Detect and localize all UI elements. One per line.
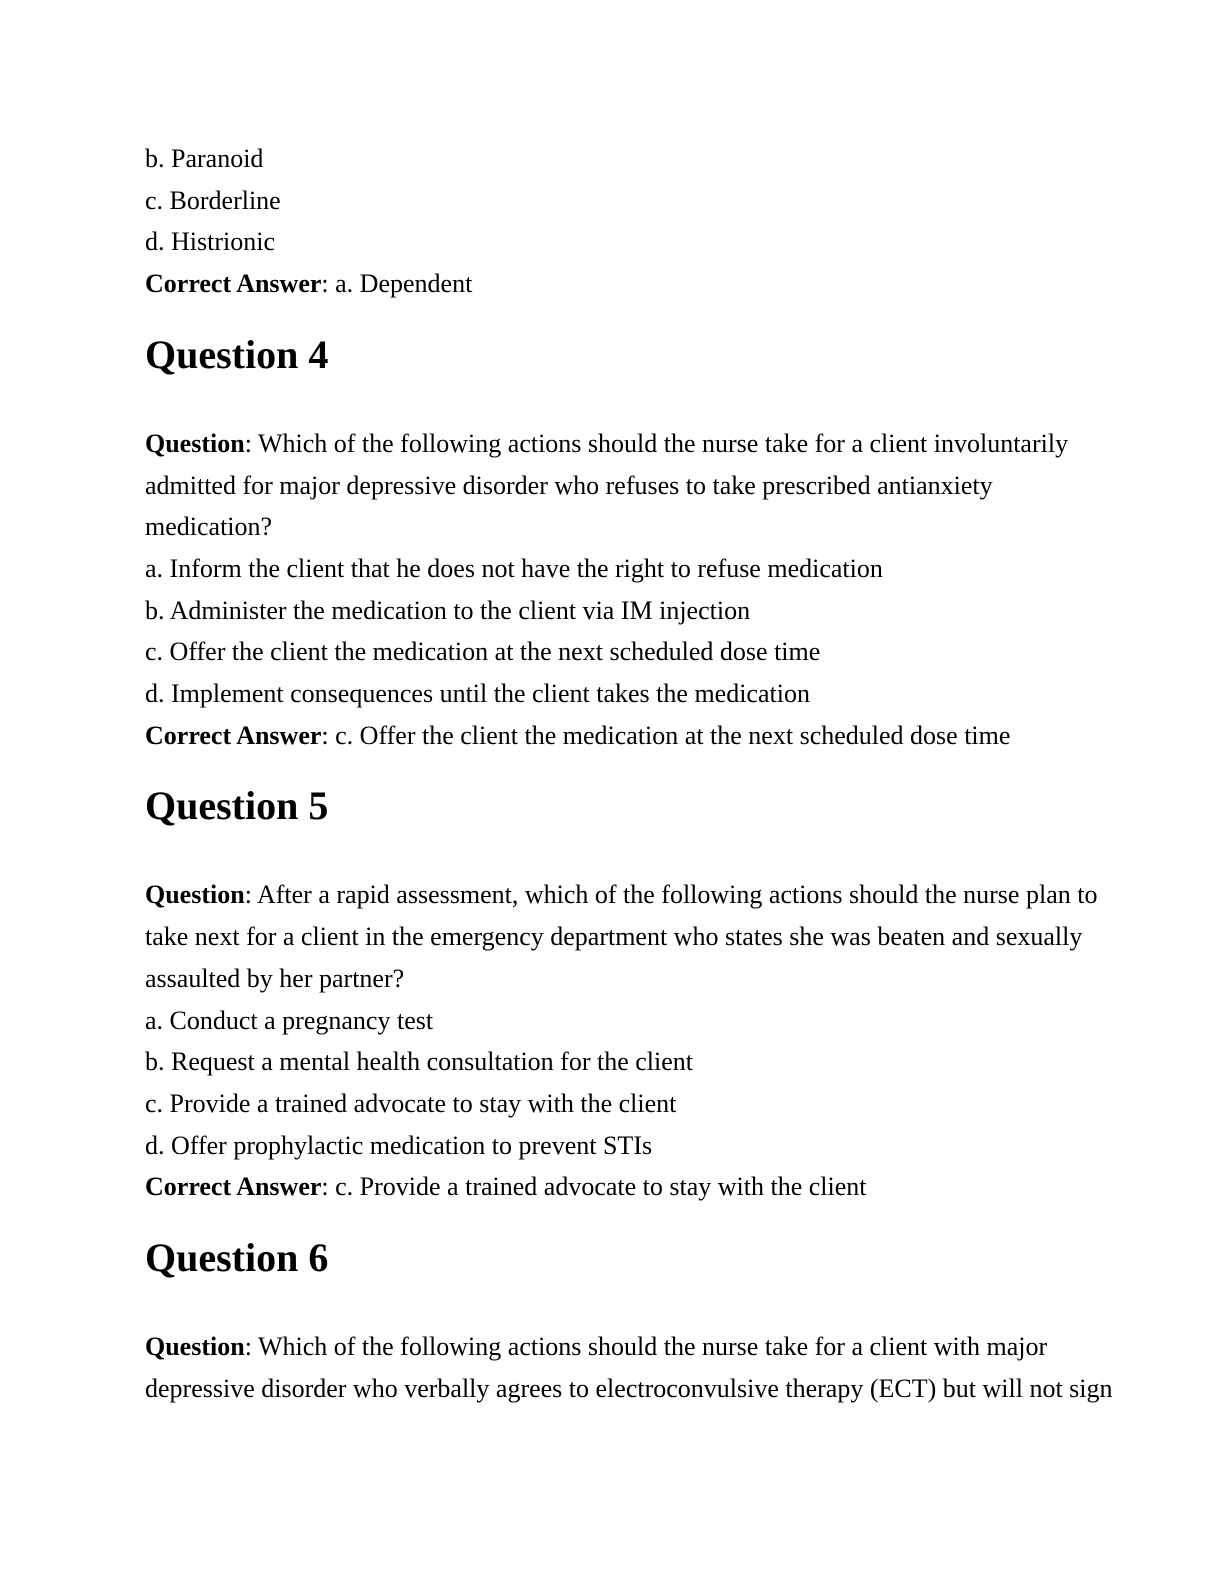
answer-option-d: d. Implement consequences until the client takes the medication bbox=[145, 679, 810, 709]
question-5-heading: Question 5 bbox=[145, 783, 329, 829]
question-label: Question bbox=[145, 880, 245, 910]
question-5-section bbox=[145, 782, 1125, 1208]
answer-option-b: b. Administer the medication to the client via IM injection bbox=[145, 595, 751, 625]
answer-option-d: d. Histrionic bbox=[145, 227, 275, 257]
question-6-section bbox=[145, 1234, 1125, 1409]
correct-answer-value: : a. Dependent bbox=[321, 269, 473, 299]
question-6-heading: Question 6 bbox=[145, 1235, 329, 1281]
correct-answer-value: : c. Offer the client the medication at the next scheduled dose time bbox=[321, 720, 1011, 750]
answer-option-d: d. Offer prophylactic medication to prevent STIs bbox=[145, 1130, 653, 1160]
answer-option-a: a. Conduct a pregnancy test bbox=[145, 1005, 434, 1035]
question-3-fragment bbox=[145, 138, 1125, 305]
correct-answer-line bbox=[145, 263, 1125, 305]
question-body: : Which of the following actions should the nurse take for a client with major depressive disorder who verbally agrees to electroconvulsive therapy (ECT) but will not sign bbox=[145, 1332, 1113, 1403]
correct-answer-value: : c. Provide a trained advocate to stay with the client bbox=[321, 1172, 867, 1202]
question-4-heading: Question 4 bbox=[145, 331, 329, 377]
question-body: : After a rapid assessment, which of the following actions should the nurse plan to take next for a client in the emergency department who states she was beaten and sexually assaulted by her partner? bbox=[145, 880, 1098, 993]
question-4-text bbox=[145, 423, 1125, 548]
answer-option-c: c. Offer the client the medication at the next scheduled dose time bbox=[145, 637, 821, 667]
answer-option-b: b. Paranoid bbox=[145, 144, 264, 173]
question-label: Question bbox=[145, 1332, 245, 1362]
question-5-text bbox=[145, 874, 1125, 999]
correct-answer-line bbox=[145, 1166, 1125, 1208]
correct-answer-label: Correct Answer bbox=[145, 720, 322, 750]
answer-option-c: c. Provide a trained advocate to stay with the client bbox=[145, 1088, 677, 1118]
correct-answer-label: Correct Answer bbox=[145, 269, 322, 299]
question-body: : Which of the following actions should the nurse take for a client involuntarily admitted for major depressive disorder who refuses to take prescribed antianxiety medication? bbox=[145, 428, 1069, 542]
question-label: Question bbox=[145, 428, 245, 458]
answer-option-b: b. Request a mental health consultation for the client bbox=[145, 1047, 694, 1077]
question-4-section bbox=[145, 331, 1125, 757]
correct-answer-label: Correct Answer bbox=[145, 1172, 322, 1202]
answer-option-c: c. Borderline bbox=[145, 185, 281, 215]
correct-answer-line bbox=[145, 715, 1125, 757]
question-6-text bbox=[145, 1326, 1125, 1409]
answer-option-a: a. Inform the client that he does not have the right to refuse medication bbox=[145, 553, 883, 583]
